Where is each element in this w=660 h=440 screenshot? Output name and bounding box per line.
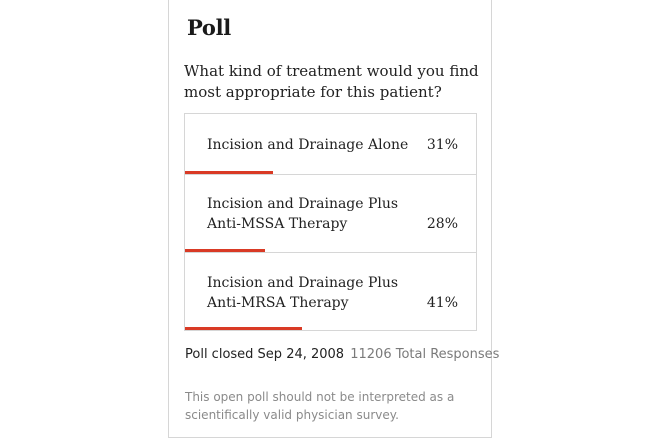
poll-option-label: Incision and Drainage Alone xyxy=(207,137,409,153)
poll-option-percent: 41% xyxy=(426,295,458,311)
poll-option-result-bar xyxy=(185,327,302,330)
poll-option-2[interactable] xyxy=(185,175,476,253)
poll-title: Poll xyxy=(187,15,231,40)
poll-option-result-bar xyxy=(185,171,273,174)
poll-option-label: Incision and Drainage Plus Anti-MSSA Therapy xyxy=(207,196,399,232)
poll-total-responses: 11206 Total Responses xyxy=(350,347,500,362)
poll-option-percent: 31% xyxy=(426,137,458,153)
poll-option-label: Incision and Drainage Plus Anti-MRSA Therapy xyxy=(207,275,399,311)
poll-option-percent: 28% xyxy=(426,216,458,232)
poll-closed-date: Poll closed Sep 24, 2008 xyxy=(185,347,345,362)
poll-options xyxy=(184,113,477,331)
poll-status xyxy=(185,347,500,362)
poll-option-3[interactable] xyxy=(185,253,476,330)
poll-card xyxy=(168,0,500,438)
poll-option-result-bar xyxy=(185,249,265,252)
poll-option-1[interactable] xyxy=(185,114,476,175)
poll-question: What kind of treatment would you find most appropriate for this patient? xyxy=(184,62,479,101)
poll-disclaimer: This open poll should not be interpreted as a scientifically valid physician survey. xyxy=(185,390,455,422)
